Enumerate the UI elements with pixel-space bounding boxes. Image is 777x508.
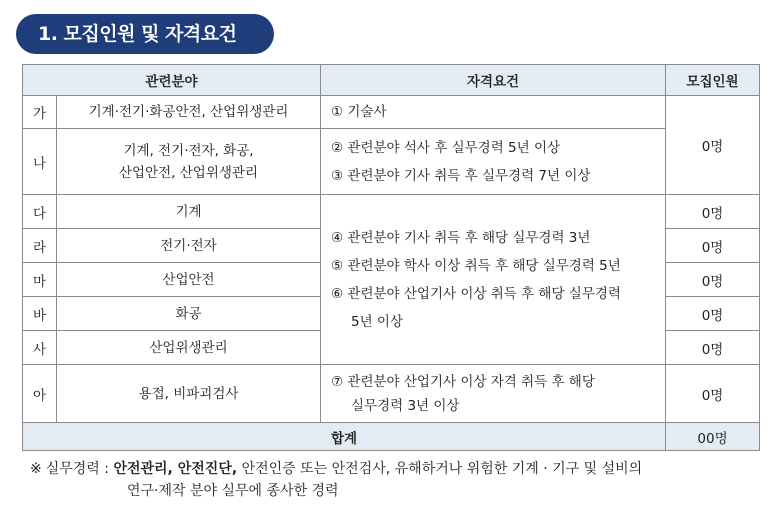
row-letter: 사 [23,331,57,365]
header-count: 모집인원 [666,65,760,96]
qualification-2: ② 관련분야 석사 후 실무경력 5년 이상 [331,139,561,156]
row-letter: 나 [23,129,57,195]
note-text-line2: 연구·제작 분야 실무에 종사한 경력 [127,483,339,499]
note-mark: ※ [30,461,42,477]
row-letter: 가 [23,96,57,129]
note-label: 실무경력 : [45,461,109,477]
header-field: 관련분야 [23,65,321,96]
table-row [23,129,760,195]
row-field: 기계·전기·화공안전, 산업위생관리 [57,96,321,129]
total-count: 00명 [666,423,760,451]
row-field-line2: 산업안전, 산업위생관리 [119,164,258,181]
row-field: 산업위생관리 [57,331,321,365]
total-label: 합계 [23,423,666,451]
row-count: 0명 [666,331,760,365]
row-letter: 다 [23,195,57,229]
row-field: 화공 [57,297,321,331]
row-field: 용접, 비파괴검사 [57,365,321,423]
row-count: 0명 [666,195,760,229]
qualification-cell [321,365,666,423]
row-field: 산업안전 [57,263,321,297]
table-row [23,195,760,229]
qualification-7: ⑦ 관련분야 산업기사 이상 자격 취득 후 해당 [331,373,595,390]
qualification-3: ③ 관련분야 기사 취득 후 실무경력 7년 이상 [331,167,591,184]
requirements-table [22,64,760,451]
qualification-4: ④ 관련분야 기사 취득 후 해당 실무경력 3년 [331,229,591,246]
qualification-6: ⑥ 관련분야 산업기사 이상 취득 후 해당 실무경력 [331,285,621,302]
row-count: 0명 [666,297,760,331]
qualification-5: ⑤ 관련분야 학사 이상 취득 후 해당 실무경력 5년 [331,257,621,274]
footnote [30,458,770,502]
row-letter: 바 [23,297,57,331]
section-title: 1. 모집인원 및 자격요건 [16,14,274,54]
qualification-6-cont: 5년 이상 [351,313,404,330]
header-qualification: 자격요건 [321,65,666,96]
row-field [57,129,321,195]
note-bold-text: 안전관리, 안전진단, [113,461,238,477]
row-count: 0명 [666,263,760,297]
qualification-cell [321,195,666,365]
table-row [23,96,760,129]
qualification-7-cont: 실무경력 3년 이상 [351,397,460,414]
row-letter: 라 [23,229,57,263]
row-letter: 아 [23,365,57,423]
row-count: 0명 [666,365,760,423]
row-field: 전기·전자 [57,229,321,263]
row-letter: 마 [23,263,57,297]
qualification-cell [321,96,666,129]
table-header-row [23,65,760,96]
table-row [23,365,760,423]
note-text-line1: 안전인증 또는 안전검사, 유해하거나 위험한 기계 · 기구 및 설비의 [237,461,643,477]
qualification-1: ① 기술사 [331,104,387,120]
row-count: 0명 [666,229,760,263]
total-row [23,423,760,451]
row-field: 기계 [57,195,321,229]
group1-count: 0명 [666,96,760,195]
qualification-cell [321,129,666,195]
row-field-line1: 기계, 전기·전자, 화공, [123,142,254,159]
